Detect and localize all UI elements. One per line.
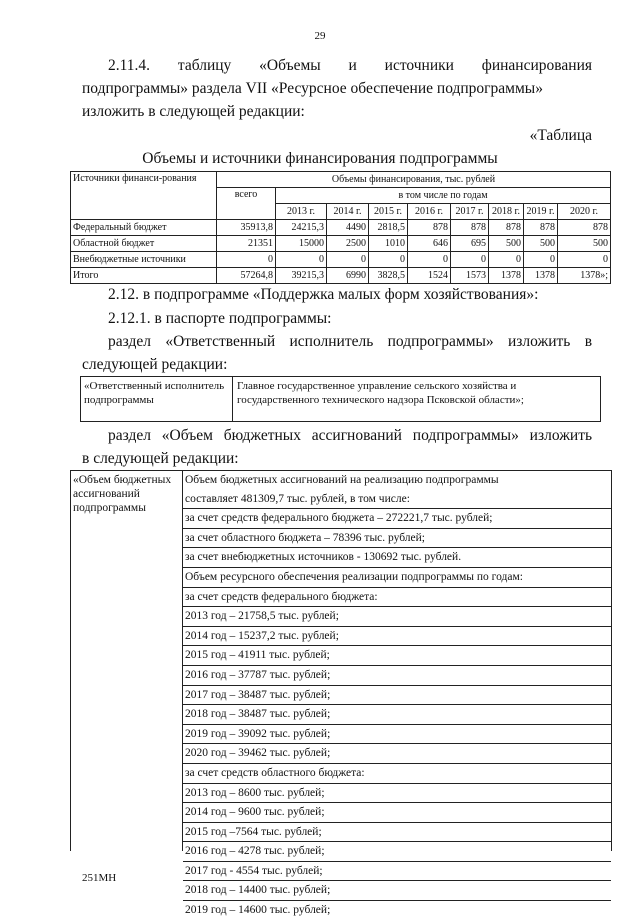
word: изложить <box>529 427 593 444</box>
financing-table <box>70 171 611 284</box>
word: «Объем <box>161 427 213 444</box>
responsible-label: «Ответственный исполнитель подпрограммы <box>81 377 233 422</box>
cell: 500 <box>489 236 524 252</box>
cell: 878 <box>489 220 524 236</box>
para-2-12-1: 2.12.1. в паспорте подпрограммы: <box>108 310 332 327</box>
budget-line: Объем ресурсного обеспечения реализации подпрограммы по годам: <box>183 568 611 588</box>
cell: 21351 <box>217 236 276 252</box>
header-sources: Источники финанси-рования <box>71 172 217 220</box>
budget-line: 2017 год – 38487 тыс. рублей; <box>183 686 611 706</box>
row-name: Внебюджетные источники <box>71 252 217 268</box>
budget-lines <box>183 471 611 917</box>
table-row <box>81 377 601 422</box>
cell: 57264,8 <box>217 268 276 284</box>
budget-line: 2013 год – 8600 тыс. рублей; <box>183 784 611 804</box>
table-row <box>71 220 611 236</box>
cell: 646 <box>408 236 451 252</box>
budget-line: 2013 год – 21758,5 тыс. рублей; <box>183 607 611 627</box>
budget-line: за счет средств федерального бюджета: <box>183 588 611 608</box>
word: «Ответственный <box>165 333 276 350</box>
cell: 6990 <box>327 268 369 284</box>
budget-line: 2016 год – 4278 тыс. рублей; <box>183 842 611 862</box>
word: финансирования <box>481 57 592 74</box>
budget-line: 2015 год – 41911 тыс. рублей; <box>183 646 611 666</box>
table-header-row <box>71 172 611 188</box>
cell: 695 <box>451 236 489 252</box>
word: бюджетных <box>223 427 301 444</box>
table-row <box>71 268 611 284</box>
responsible-value: Главное государственное управление сельского хозяйства и государственного технического надзора Псковской области»; <box>233 377 601 422</box>
cell: 1524 <box>408 268 451 284</box>
word: подпрограммы» <box>387 333 494 350</box>
para-budget-line2: в следующей редакции: <box>82 450 239 467</box>
cell: 1573 <box>451 268 489 284</box>
word: подпрограммы» <box>412 427 519 444</box>
cell: 0 <box>558 252 611 268</box>
cell: 878 <box>408 220 451 236</box>
header-total: всего <box>217 188 276 220</box>
header-year: 2015 г. <box>369 204 408 220</box>
cell: 878 <box>451 220 489 236</box>
para-2-11-4-line2: подпрограммы» раздела VII «Ресурсное обеспечение подпрограммы» <box>82 80 543 97</box>
para-resp-line2: следующей редакции: <box>82 356 228 373</box>
header-volume: Объемы финансирования, тыс. рублей <box>217 172 611 188</box>
cell: 0 <box>451 252 489 268</box>
cell: 2500 <box>327 236 369 252</box>
para-2-12: 2.12. в подпрограмме «Поддержка малых форм хозяйствования»: <box>108 286 539 303</box>
budget-line: 2020 год – 39462 тыс. рублей; <box>183 744 611 764</box>
word: ассигнований <box>311 427 402 444</box>
header-year: 2018 г. <box>489 204 524 220</box>
page-number: 29 <box>314 30 326 42</box>
cell: 1378 <box>524 268 558 284</box>
budget-line: 2014 год – 9600 тыс. рублей; <box>183 803 611 823</box>
header-year: 2013 г. <box>276 204 327 220</box>
para-2-11-4-line1 <box>108 54 592 77</box>
cell: 0 <box>327 252 369 268</box>
budget-line: Объем бюджетных ассигнований на реализацию подпрограммы <box>185 474 499 486</box>
table-row <box>71 236 611 252</box>
cell: 24215,3 <box>276 220 327 236</box>
cell: 1378 <box>489 268 524 284</box>
cell: 1010 <box>369 236 408 252</box>
budget-line: 2019 год – 39092 тыс. рублей; <box>183 725 611 745</box>
cell: 878 <box>524 220 558 236</box>
budget-line: 2018 год – 14400 тыс. рублей; <box>183 881 611 901</box>
table-reference: «Таблица <box>529 127 592 144</box>
table-title: Объемы и источники финансирования подпрограммы <box>142 150 498 167</box>
cell: 15000 <box>276 236 327 252</box>
cell: 2818,5 <box>369 220 408 236</box>
budget-line: 2014 год – 15237,2 тыс. рублей; <box>183 627 611 647</box>
budget-line: за счет средств областного бюджета: <box>183 764 611 784</box>
budget-line: 2016 год – 37787 тыс. рублей; <box>183 666 611 686</box>
budget-line: за счет областного бюджета – 78396 тыс. рублей; <box>183 529 611 549</box>
word: 2.11.4. <box>108 57 151 74</box>
row-name: Областной бюджет <box>71 236 217 252</box>
header-year: 2017 г. <box>451 204 489 220</box>
word: раздел <box>108 427 151 444</box>
header-including: в том числе по годам <box>276 188 611 204</box>
word: и <box>348 57 357 74</box>
para-resp-line1 <box>108 330 592 353</box>
responsible-executor-table <box>80 376 601 422</box>
header-year: 2019 г. <box>524 204 558 220</box>
cell: 39215,3 <box>276 268 327 284</box>
row-name: Федеральный бюджет <box>71 220 217 236</box>
word: в <box>584 333 593 350</box>
word: изложить <box>508 333 571 350</box>
cell: 0 <box>489 252 524 268</box>
header-year: 2014 г. <box>327 204 369 220</box>
budget-line: 2019 год – 14600 тыс. рублей; <box>185 904 331 917</box>
header-year: 2016 г. <box>408 204 451 220</box>
cell: 500 <box>524 236 558 252</box>
cell: 1378»; <box>558 268 611 284</box>
word: таблицу <box>177 57 232 74</box>
budget-line: за счет внебюджетных источников - 130692 тыс. рублей. <box>183 548 611 568</box>
cell: 0 <box>524 252 558 268</box>
cell: 878 <box>558 220 611 236</box>
cell: 0 <box>276 252 327 268</box>
word: источники <box>384 57 454 74</box>
word: исполнитель <box>289 333 374 350</box>
word: «Объемы <box>259 57 321 74</box>
cell: 0 <box>369 252 408 268</box>
cell: 4490 <box>327 220 369 236</box>
para-budget-line1 <box>108 424 592 447</box>
budget-label: «Объем бюджетных ассигнований подпрограммы <box>71 471 183 851</box>
cell: 3828,5 <box>369 268 408 284</box>
cell: 35913,8 <box>217 220 276 236</box>
table-row <box>71 252 611 268</box>
budget-line: за счет средств федерального бюджета – 272221,7 тыс. рублей; <box>183 509 611 529</box>
row-name: Итого <box>71 268 217 284</box>
budget-line: 2015 год –7564 тыс. рублей; <box>183 823 611 843</box>
cell: 0 <box>217 252 276 268</box>
header-year: 2020 г. <box>558 204 611 220</box>
cell: 0 <box>408 252 451 268</box>
budget-line: составляет 481309,7 тыс. рублей, в том числе: <box>183 490 611 510</box>
para-2-11-4-line3: изложить в следующей редакции: <box>82 103 305 120</box>
word: раздел <box>108 333 151 350</box>
budget-line: 2018 год – 38487 тыс. рублей; <box>183 705 611 725</box>
cell: 500 <box>558 236 611 252</box>
footer-code: 251МН <box>82 872 117 884</box>
budget-line: 2017 год - 4554 тыс. рублей; <box>183 862 611 882</box>
